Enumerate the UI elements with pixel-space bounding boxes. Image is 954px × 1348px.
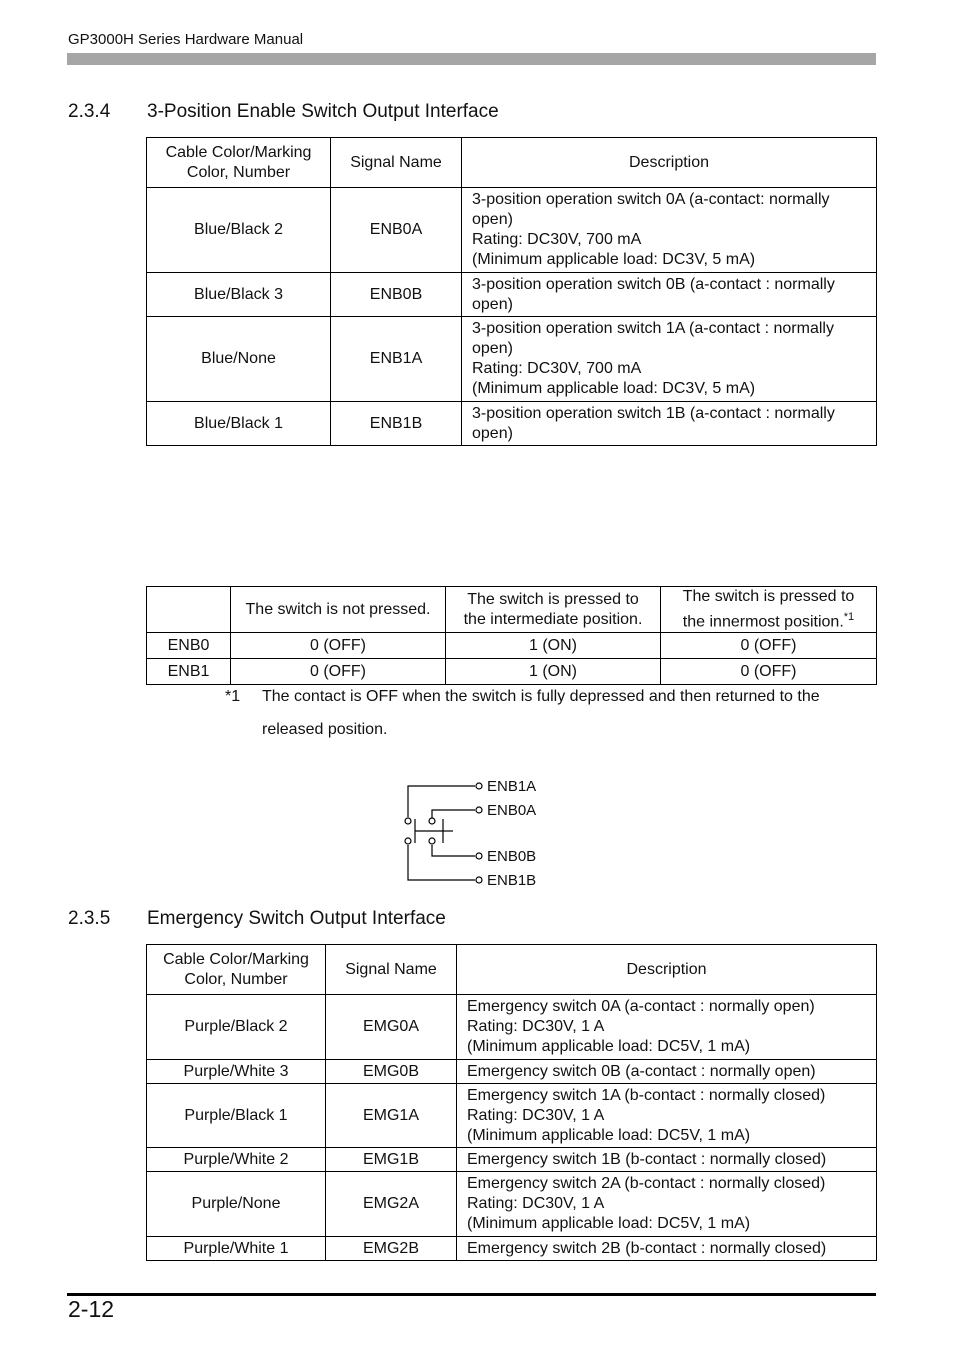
description-line: (Minimum applicable load: DC5V, 1 mA) bbox=[467, 1038, 751, 1055]
description-line: Rating: DC30V, 1 A bbox=[467, 1195, 605, 1212]
table-header-row bbox=[147, 945, 877, 995]
section-number: 2.3.4 bbox=[68, 101, 111, 122]
signal-name-cell: ENB0B bbox=[331, 273, 462, 317]
description-line: (Minimum applicable load: DC5V, 1 mA) bbox=[467, 1215, 751, 1232]
wire-enb0a bbox=[432, 810, 475, 818]
table-row bbox=[147, 1172, 877, 1237]
state-cell: 0 (OFF) bbox=[661, 633, 877, 659]
column-header: Signal Name bbox=[331, 138, 462, 188]
description-cell bbox=[457, 1060, 877, 1084]
signal-name-cell: ENB0 bbox=[147, 633, 231, 659]
signal-name-cell: EMG0A bbox=[326, 995, 457, 1060]
terminal bbox=[476, 783, 482, 789]
table-row bbox=[147, 273, 877, 317]
description-line: Emergency switch 0A (a-contact : normally open) bbox=[467, 998, 815, 1015]
description-line: 3-position operation switch 0B (a-contact : normally open) bbox=[472, 275, 835, 313]
terminal bbox=[476, 807, 482, 813]
description-cell bbox=[457, 1172, 877, 1237]
terminal-label: ENB1B bbox=[487, 872, 537, 889]
enable-switch-wiring-diagram bbox=[395, 775, 555, 893]
table-header-row bbox=[147, 138, 877, 188]
description-line: Emergency switch 1B (b-contact : normally closed) bbox=[467, 1150, 827, 1168]
signal-name-cell: ENB1A bbox=[331, 317, 462, 402]
contact-terminal bbox=[405, 838, 411, 844]
table-row bbox=[147, 1148, 877, 1172]
description-line: Emergency switch 0B (a-contact : normally open) bbox=[467, 1062, 816, 1080]
table-row bbox=[147, 188, 877, 273]
state-cell: 0 (OFF) bbox=[661, 659, 877, 685]
signal-name-cell: EMG1B bbox=[326, 1148, 457, 1172]
cable-color-cell: Purple/Black 2 bbox=[147, 995, 326, 1060]
signal-name-cell: ENB1B bbox=[331, 402, 462, 446]
footnote-mark: *1 bbox=[843, 611, 855, 623]
table-row bbox=[147, 995, 877, 1060]
header-title: GP3000H Series Hardware Manual bbox=[68, 31, 304, 48]
column-header: Description bbox=[457, 945, 877, 995]
column-header: Description bbox=[462, 138, 877, 188]
switch-state-table bbox=[146, 586, 877, 685]
state-cell: 1 (ON) bbox=[446, 633, 661, 659]
description-line: Rating: DC30V, 700 mA bbox=[472, 231, 642, 248]
table-row bbox=[147, 1060, 877, 1084]
table-row bbox=[147, 1237, 877, 1261]
footnote-mark: *1 bbox=[225, 688, 241, 705]
terminal bbox=[476, 877, 482, 883]
page-number: 2-12 bbox=[68, 1296, 115, 1322]
description-line: Rating: DC30V, 1 A bbox=[467, 1018, 605, 1035]
wire-enb0b bbox=[432, 845, 475, 856]
section-heading-235 bbox=[68, 908, 446, 930]
column-header bbox=[661, 587, 877, 633]
section-title: 3-Position Enable Switch Output Interface bbox=[147, 101, 499, 122]
footnote-text: The contact is OFF when the switch is fully depressed and then returned to the bbox=[262, 688, 820, 705]
contact-terminal bbox=[405, 818, 411, 824]
section-title: Emergency Switch Output Interface bbox=[147, 908, 446, 929]
signal-name-cell: EMG0B bbox=[326, 1060, 457, 1084]
wire-enb1a bbox=[408, 786, 475, 817]
terminal-label: ENB0B bbox=[487, 848, 537, 865]
description-cell bbox=[462, 188, 877, 273]
column-header: Signal Name bbox=[326, 945, 457, 995]
description-cell bbox=[462, 273, 877, 317]
wire-enb1b bbox=[408, 845, 475, 880]
column-header: The switch is not pressed. bbox=[231, 587, 446, 633]
header-bar bbox=[67, 53, 876, 65]
table-row bbox=[147, 402, 877, 446]
terminal bbox=[476, 853, 482, 859]
cable-color-cell: Purple/White 1 bbox=[147, 1237, 326, 1261]
enable-switch-table bbox=[146, 137, 877, 446]
table-row bbox=[147, 1084, 877, 1148]
cable-color-cell: Blue/None bbox=[147, 317, 331, 402]
description-line: 3-position operation switch 0A (a-contact: normally open) bbox=[472, 191, 830, 228]
state-cell: 0 (OFF) bbox=[231, 633, 446, 659]
description-cell bbox=[457, 1084, 877, 1148]
terminal-label: ENB0A bbox=[487, 802, 537, 819]
cable-color-cell: Purple/White 3 bbox=[147, 1060, 326, 1084]
state-cell: 0 (OFF) bbox=[231, 659, 446, 685]
signal-name-cell: ENB1 bbox=[147, 659, 231, 685]
cable-color-cell: Purple/Black 1 bbox=[147, 1084, 326, 1148]
description-line: (Minimum applicable load: DC3V, 5 mA) bbox=[472, 251, 756, 268]
cable-color-cell: Blue/Black 3 bbox=[147, 273, 331, 317]
cable-color-cell: Blue/Black 1 bbox=[147, 402, 331, 446]
table-header-row bbox=[147, 587, 877, 633]
state-cell: 1 (ON) bbox=[446, 659, 661, 685]
signal-name-cell: EMG2A bbox=[326, 1172, 457, 1237]
description-cell bbox=[457, 995, 877, 1060]
cable-color-cell: Purple/White 2 bbox=[147, 1148, 326, 1172]
description-cell bbox=[457, 1237, 877, 1261]
footer-rule bbox=[67, 1293, 876, 1296]
description-line: (Minimum applicable load: DC3V, 5 mA) bbox=[472, 380, 756, 397]
description-cell bbox=[462, 317, 877, 402]
contact-terminal bbox=[429, 818, 435, 824]
cable-color-cell: Purple/None bbox=[147, 1172, 326, 1237]
description-cell bbox=[457, 1148, 877, 1172]
section-number: 2.3.5 bbox=[68, 908, 111, 929]
signal-name-cell: EMG1A bbox=[326, 1084, 457, 1148]
description-line: Rating: DC30V, 700 mA bbox=[472, 360, 642, 377]
column-header-text: The switch is pressed to the innermost position. bbox=[682, 588, 855, 631]
table-row bbox=[147, 633, 877, 659]
column-header: Cable Color/Marking Color, Number bbox=[147, 945, 326, 995]
column-header bbox=[147, 587, 231, 633]
column-header: The switch is pressed to the intermediate position. bbox=[446, 587, 661, 633]
description-line: 3-position operation switch 1B (a-contact : normally open) bbox=[472, 404, 835, 442]
description-line: Emergency switch 1A (b-contact : normally closed) bbox=[467, 1086, 826, 1104]
column-header: Cable Color/Marking Color, Number bbox=[147, 138, 331, 188]
description-cell bbox=[462, 402, 877, 446]
signal-name-cell: ENB0A bbox=[331, 188, 462, 273]
section-heading-234 bbox=[68, 101, 499, 123]
description-line: 3-position operation switch 1A (a-contact : normally open) bbox=[472, 320, 834, 357]
description-line: Emergency switch 2A (b-contact : normally closed) bbox=[467, 1175, 826, 1192]
table-row bbox=[147, 659, 877, 685]
footnote-text: released position. bbox=[262, 721, 388, 738]
signal-name-cell: EMG2B bbox=[326, 1237, 457, 1261]
table-row bbox=[147, 317, 877, 402]
emergency-switch-table bbox=[146, 944, 877, 1261]
terminal-label: ENB1A bbox=[487, 778, 537, 795]
cable-color-cell: Blue/Black 2 bbox=[147, 188, 331, 273]
contact-terminal bbox=[429, 838, 435, 844]
description-line: (Minimum applicable load: DC5V, 1 mA) bbox=[467, 1126, 751, 1144]
description-line: Emergency switch 2B (b-contact : normally closed) bbox=[467, 1239, 827, 1257]
description-line: Rating: DC30V, 1 A bbox=[467, 1106, 605, 1124]
